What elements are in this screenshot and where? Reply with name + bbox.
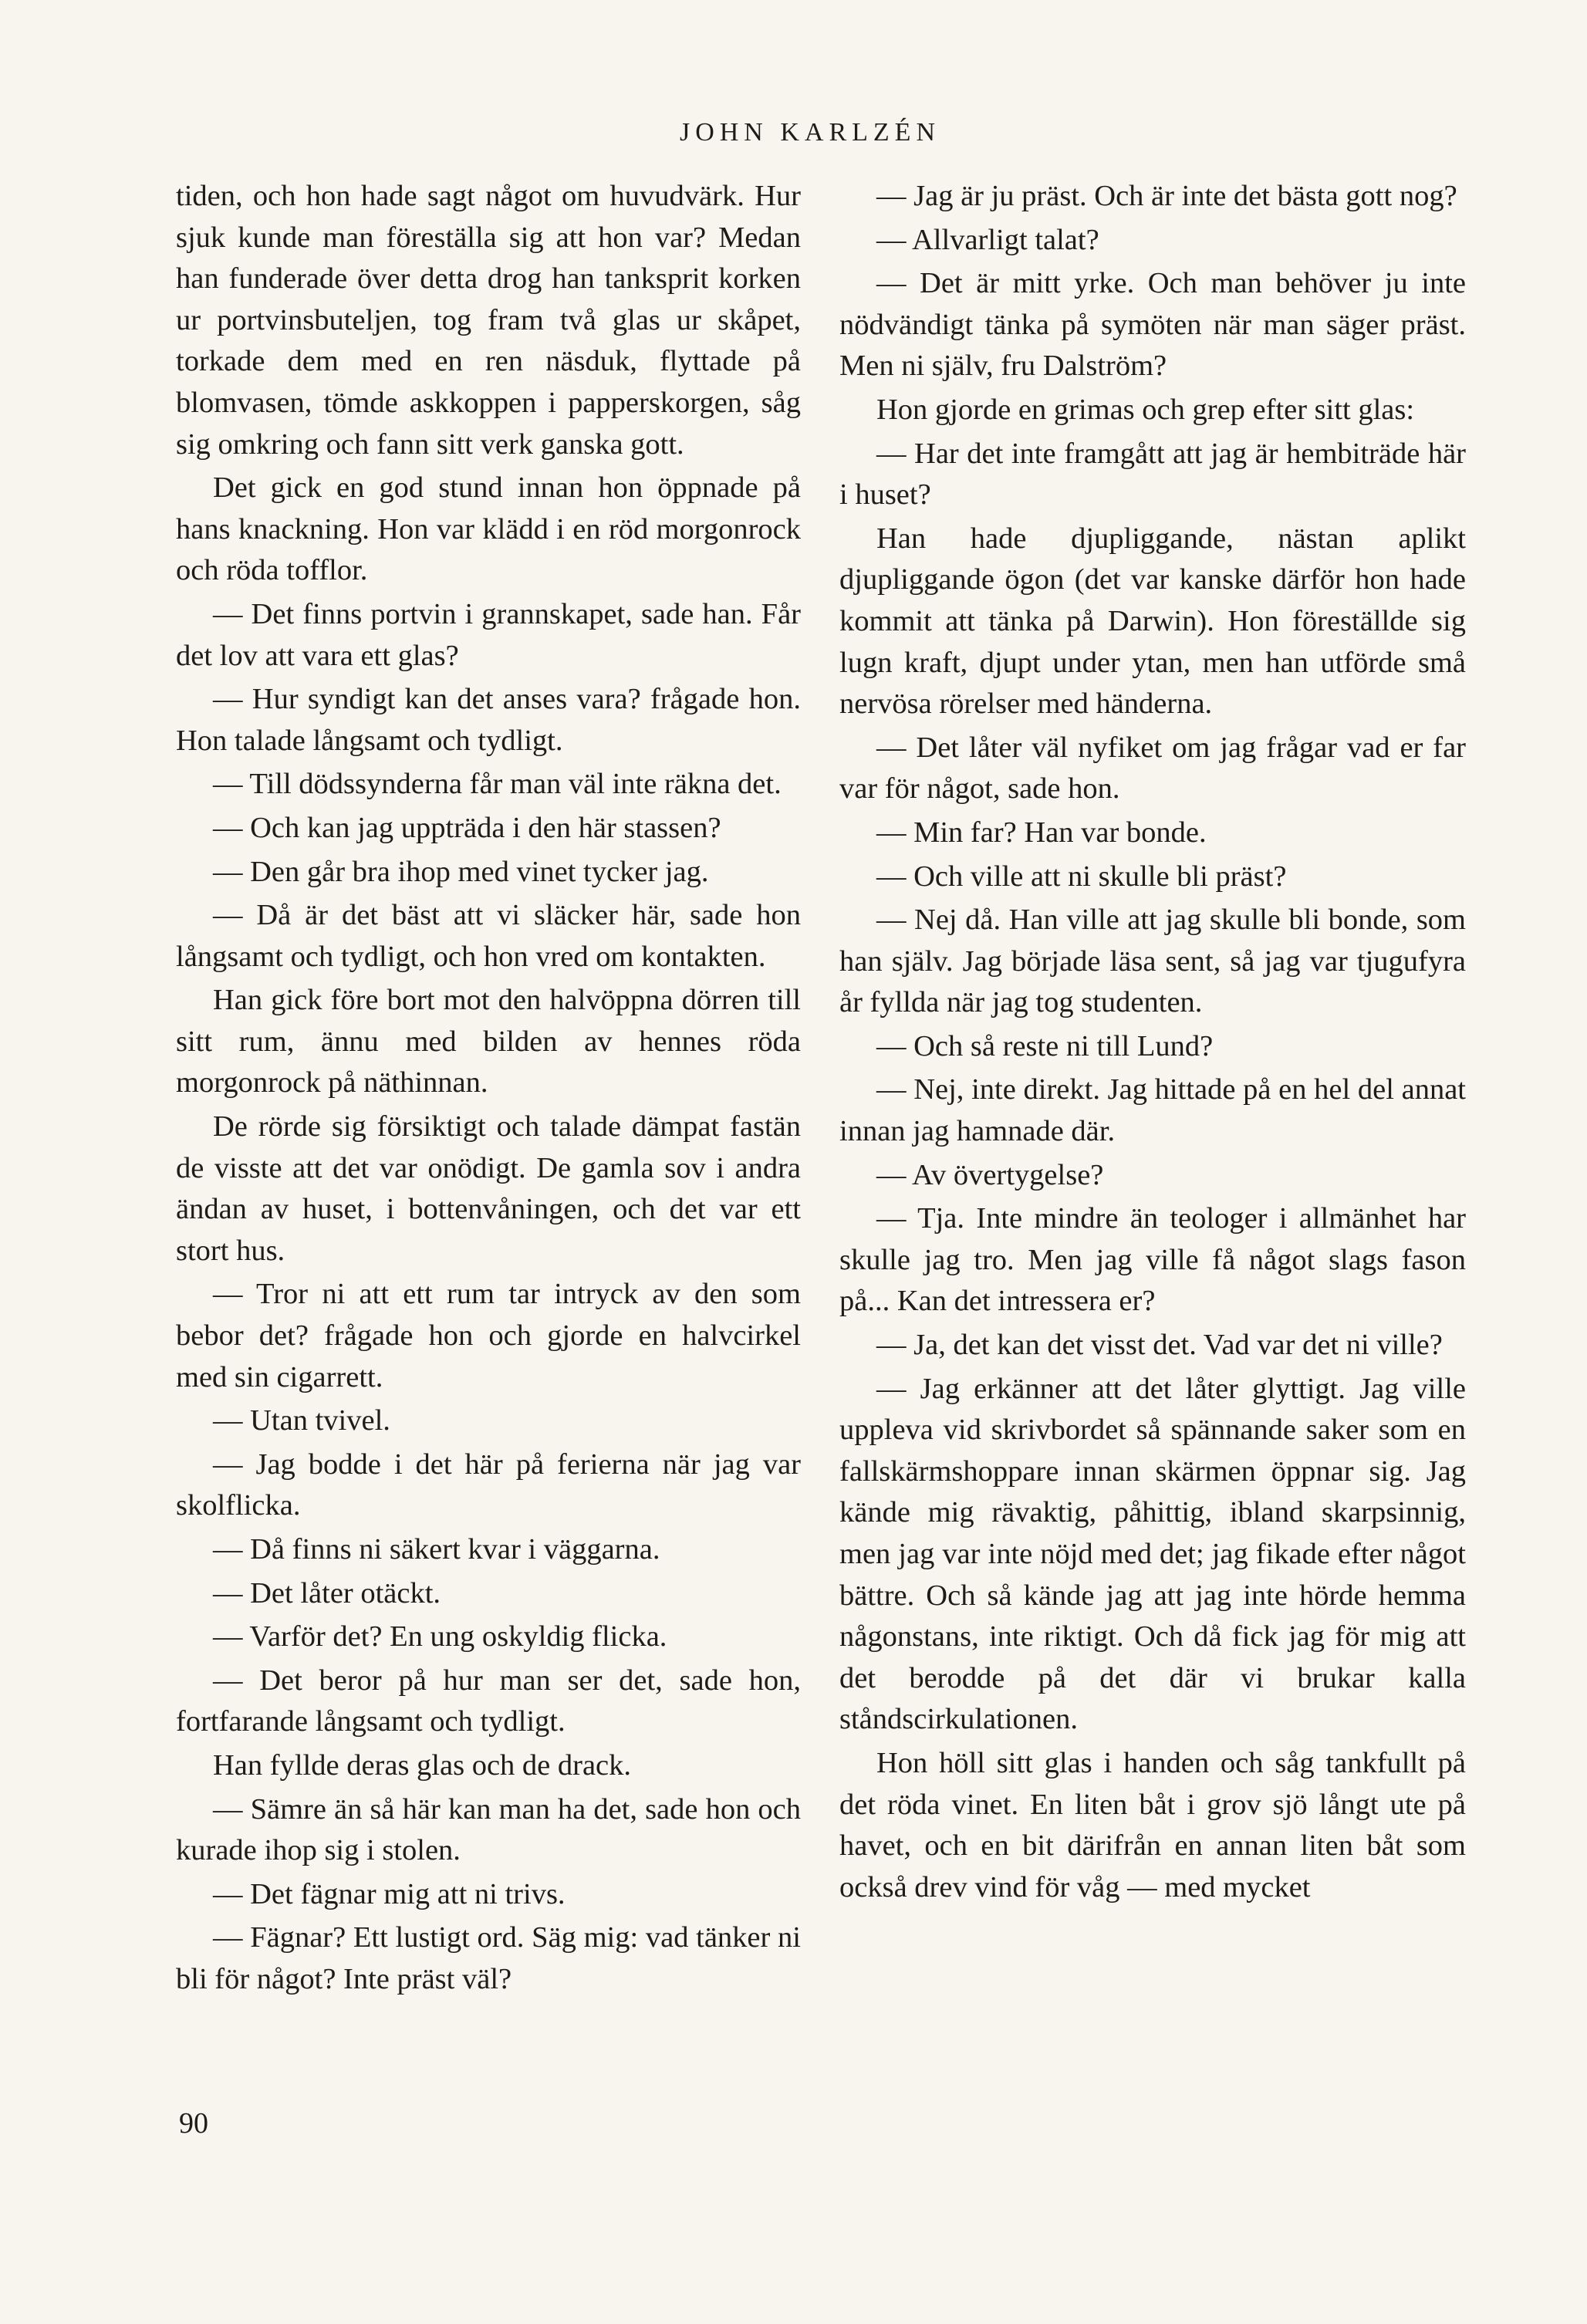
- paragraph: Han fyllde deras glas och de drack.: [213, 1748, 631, 1782]
- paragraph: — Jag erkänner att det låter glyttigt. Jag ville uppleva vid skrivbordet så spännande saker som en fallskärmshoppare innan skärmen öppnar sig. Jag kände mig rävaktig, påhittig, ibland skarpsinnig, men jag var inte nöjd med det; jag fikade efter något bättre. Och så kände jag att jag inte hörde hemma någonstans, inte riktigt. Och då fick jag för mig att det berodde på det där vi brukar kalla ståndscirkulationen.: [839, 1372, 1466, 1736]
- paragraph: — Jag bodde i det här på ferierna när jag var skolflicka.: [176, 1447, 801, 1522]
- paragraph: Han gick före bort mot den halvöppna dörren till sitt rum, ännu med bilden av hennes röda morgonrock på näthinnan.: [176, 984, 801, 1100]
- paragraph: — Det finns portvin i grannskapet, sade han. Får det lov att vara ett glas?: [176, 597, 801, 672]
- paragraph: — Och ville att ni skulle bli präst?: [876, 860, 1287, 893]
- paragraph: — Det beror på hur man ser det, sade hon, fortfarande långsamt och tydligt.: [176, 1664, 801, 1738]
- paragraph: — Till dödssynderna får man väl inte räkna det.: [213, 768, 782, 801]
- left-column: [176, 176, 801, 2003]
- paragraph: — Hur syndigt kan det anses vara? frågade hon. Hon talade långsamt och tydligt.: [176, 683, 801, 757]
- paragraph: — Fägnar? Ett lustigt ord. Säg mig: vad tänker ni bli för något? Inte präst väl?: [176, 1921, 801, 1995]
- paragraph: tiden, och hon hade sagt något om huvudvärk. Hur sjuk kunde man föreställa sig att hon var? Medan han funderade över detta drog han tanksprit korken ur portvinsbuteljen, tog fram två glas ur skåpet, torkade dem med en ren näsduk, flyttade på blomvasen, tömde askkoppen i papperskorgen, såg sig omkring och fann sitt verk ganska gott.: [176, 180, 801, 461]
- page-number: 90: [179, 2107, 208, 2140]
- paragraph: — Det är mitt yrke. Och man behöver ju inte nödvändigt tänka på symöten när man säger präst. Men ni själv, fru Dalström?: [839, 267, 1466, 383]
- paragraph: Hon gjorde en grimas och grep efter sitt glas:: [876, 393, 1415, 426]
- paragraph: — Har det inte framgått att jag är hembiträde här i huset?: [839, 437, 1466, 512]
- paragraph: — Ja, det kan det visst det. Vad var det ni ville?: [876, 1329, 1443, 1362]
- paragraph: — Varför det? En ung oskyldig flicka.: [213, 1620, 667, 1653]
- paragraph: — Det låter väl nyfiket om jag frågar vad er far var för något, sade hon.: [839, 731, 1466, 806]
- paragraph: De rörde sig försiktigt och talade dämpat fastän de visste att det var onödigt. De gamla sov i andra ändan av huset, i bottenvåningen, och det var ett stort hus.: [176, 1110, 801, 1267]
- paragraph: — Tror ni att ett rum tar intryck av den som bebor det? frågade hon och gjorde en halvcirkel med sin cigarrett.: [176, 1278, 801, 1393]
- paragraph: Det gick en god stund innan hon öppnade på hans knackning. Hon var klädd i en röd morgonrock och röda tofflor.: [176, 471, 801, 587]
- paragraph: — Utan tvivel.: [213, 1404, 390, 1437]
- paragraph: — Och så reste ni till Lund?: [876, 1029, 1214, 1062]
- paragraph: — Den går bra ihop med vinet tycker jag.: [213, 855, 709, 888]
- paragraph: — Tja. Inte mindre än teologer i allmänhet har skulle jag tro. Men jag ville få något slags fason på... Kan det intressera er?: [839, 1202, 1466, 1318]
- paragraph: — Av övertygelse?: [876, 1158, 1104, 1191]
- paragraph: — Allvarligt talat?: [876, 223, 1099, 256]
- paragraph: Han hade djupliggande, nästan aplikt djupliggande ögon (det var kanske därför hon hade kommit att tänka på Darwin). Hon föreställde sig lugn kraft, djupt under ytan, men han utförde små nervösa rörelser med händerna.: [839, 522, 1466, 721]
- paragraph: — Min far? Han var bonde.: [876, 816, 1207, 849]
- paragraph: — Nej då. Han ville att jag skulle bli bonde, som han själv. Jag började läsa sent, så jag var tjugufyra år fyllda när jag tog studenten.: [839, 904, 1466, 1019]
- paragraph: — Det låter otäckt.: [213, 1576, 441, 1610]
- paragraph: — Då är det bäst att vi släcker här, sade hon långsamt och tydligt, och hon vred om kontakten.: [176, 899, 801, 973]
- paragraph: — Jag är ju präst. Och är inte det bästa gott nog?: [876, 180, 1457, 212]
- paragraph: Hon höll sitt glas i handen och såg tankfullt på det röda vinet. En liten båt i grov sjö långt ute på havet, och en bit därifrån en annan liten båt som också drev vind för våg — med mycket: [839, 1746, 1466, 1903]
- paragraph: — Och kan jag uppträda i den här stassen?: [213, 811, 721, 844]
- paragraph: — Då finns ni säkert kvar i väggarna.: [213, 1533, 660, 1566]
- right-column: [839, 176, 1466, 1910]
- running-header: JOHN KARLZÉN: [679, 118, 941, 147]
- paragraph: — Sämre än så här kan man ha det, sade hon och kurade ihop sig i stolen.: [176, 1792, 801, 1867]
- paragraph: — Nej, inte direkt. Jag hittade på en hel del annat innan jag hamnade där.: [839, 1073, 1466, 1148]
- paragraph: — Det fägnar mig att ni trivs.: [213, 1877, 566, 1910]
